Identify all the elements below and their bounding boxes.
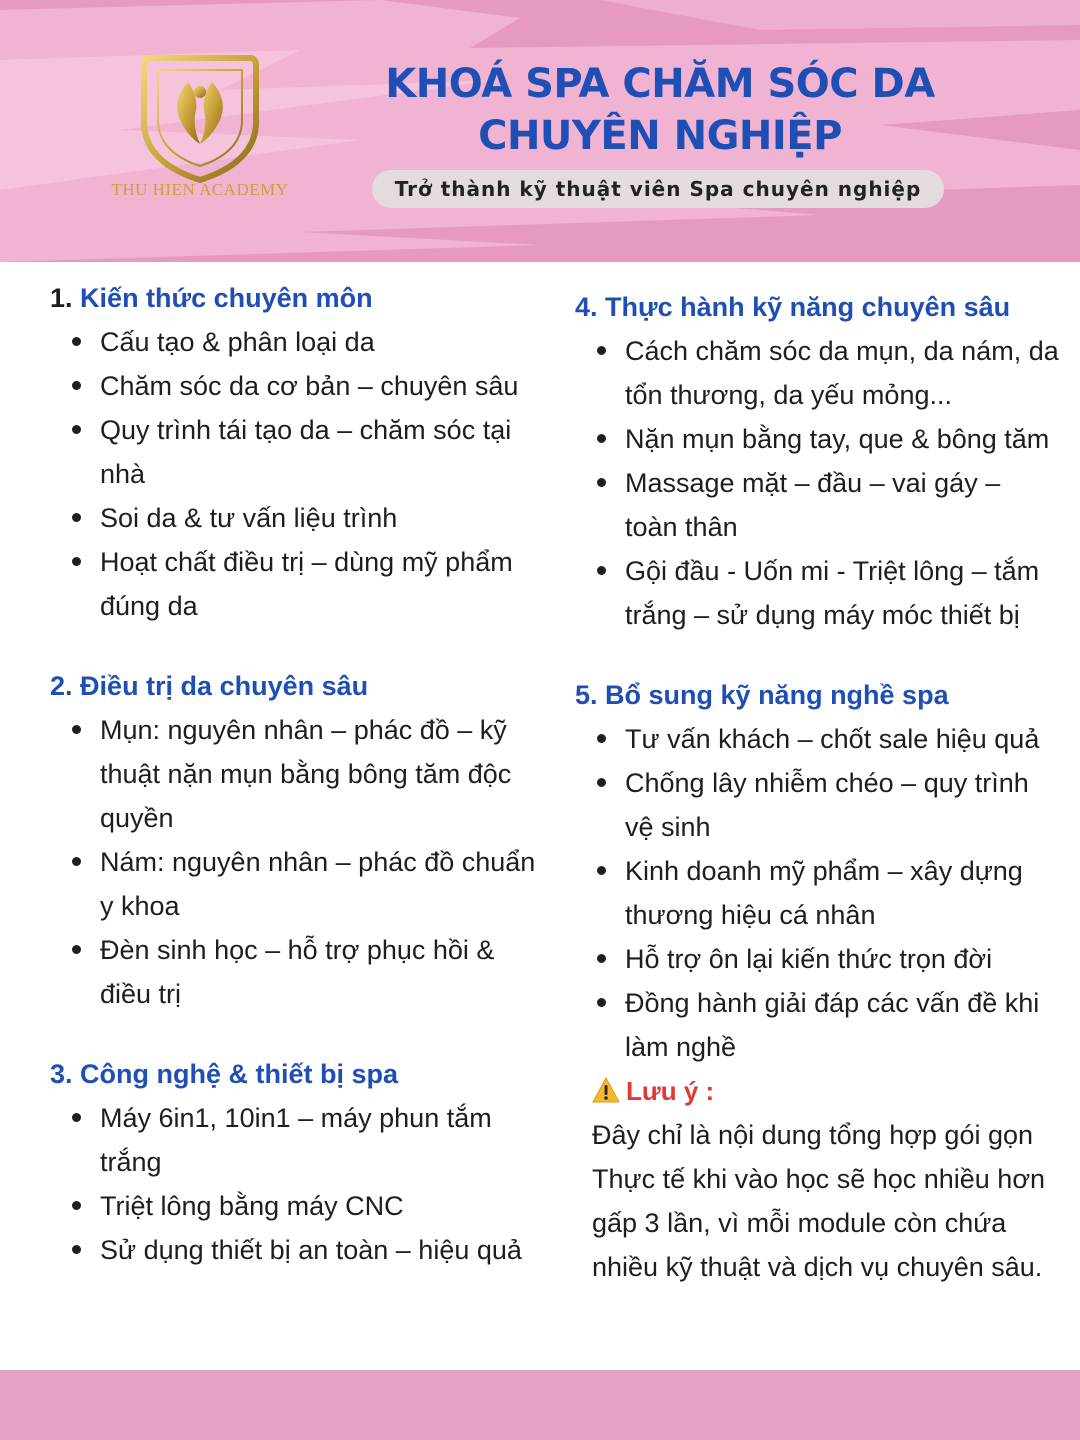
list-item: Cách chăm sóc da mụn, da nám, da tổn thương, da yếu mỏng... [575, 329, 1060, 417]
note-label: Lưu ý : [626, 1076, 715, 1106]
section-title: 1. Kiến thức chuyên môn [50, 283, 373, 313]
list-item: Đèn sinh học – hỗ trợ phục hồi & điều trị [50, 928, 540, 1016]
bullet-list [50, 320, 540, 628]
section-4 [575, 289, 1060, 637]
list-item: Chống lây nhiễm chéo – quy trình vệ sinh [575, 761, 1060, 849]
list-item: Soi da & tư vấn liệu trình [50, 496, 540, 540]
bullet-list [575, 717, 1060, 1069]
right-column [575, 289, 1060, 1289]
note-box [592, 1069, 1060, 1289]
list-item: Nặn mụn bằng tay, que & bông tăm [575, 417, 1060, 461]
list-item: Máy 6in1, 10in1 – máy phun tắm trắng [50, 1096, 540, 1184]
warning-icon [592, 1077, 620, 1103]
list-item: Triệt lông bằng máy CNC [50, 1184, 540, 1228]
subtitle-pill: Trở thành kỹ thuật viên Spa chuyên nghiệp [372, 170, 944, 208]
list-item: Mụn: nguyên nhân – phác đồ – kỹ thuật nặn mụn bằng bông tăm độc quyền [50, 708, 540, 840]
list-item: Quy trình tái tạo da – chăm sóc tại nhà [50, 408, 540, 496]
list-item: Nám: nguyên nhân – phác đồ chuẩn y khoa [50, 840, 540, 928]
section-title: 4. Thực hành kỹ năng chuyên sâu [575, 292, 1011, 322]
list-item: Kinh doanh mỹ phẩm – xây dựng thương hiệu cá nhân [575, 849, 1060, 937]
list-item: Cấu tạo & phân loại da [50, 320, 540, 364]
section-title: 2. Điều trị da chuyên sâu [50, 671, 369, 701]
section-2 [50, 668, 540, 1016]
list-item: Massage mặt – đầu – vai gáy – toàn thân [575, 461, 1060, 549]
list-item: Đồng hành giải đáp các vấn đề khi làm nghề [575, 981, 1060, 1069]
title-line-1: KHOÁ SPA CHĂM SÓC DA [385, 61, 935, 107]
header-banner [0, 0, 1080, 262]
list-item: Gội đầu - Uốn mi - Triệt lông – tắm trắng – sử dụng máy móc thiết bị [575, 549, 1060, 637]
logo-text: THU HIEN ACADEMY [111, 180, 289, 199]
list-item: Chăm sóc da cơ bản – chuyên sâu [50, 364, 540, 408]
section-title: 3. Công nghệ & thiết bị spa [50, 1059, 399, 1089]
bullet-list [50, 1096, 540, 1272]
footer-bar [0, 1370, 1080, 1440]
page-title [380, 58, 940, 162]
note-text: Đây chỉ là nội dung tổng hợp gói gọn Thực tế khi vào học sẽ học nhiều hơn gấp 3 lần, vì mỗi module còn chứa nhiều kỹ thuật và dịch vụ chuyên sâu. [592, 1120, 1046, 1282]
bullet-list [50, 708, 540, 1016]
list-item: Hoạt chất điều trị – dùng mỹ phẩm đúng da [50, 540, 540, 628]
section-3 [50, 1056, 540, 1272]
section-title: 5. Bổ sung kỹ năng nghề spa [575, 680, 949, 710]
section-5 [575, 677, 1060, 1069]
title-line-2: CHUYÊN NGHIỆP [478, 113, 842, 159]
list-item: Tư vấn khách – chốt sale hiệu quả [575, 717, 1060, 761]
left-column [50, 280, 540, 1312]
bullet-list [575, 329, 1060, 637]
list-item: Hỗ trợ ôn lại kiến thức trọn đời [575, 937, 1060, 981]
list-item: Sử dụng thiết bị an toàn – hiệu quả [50, 1228, 540, 1272]
note-heading [592, 1069, 1060, 1113]
section-1 [50, 280, 540, 628]
